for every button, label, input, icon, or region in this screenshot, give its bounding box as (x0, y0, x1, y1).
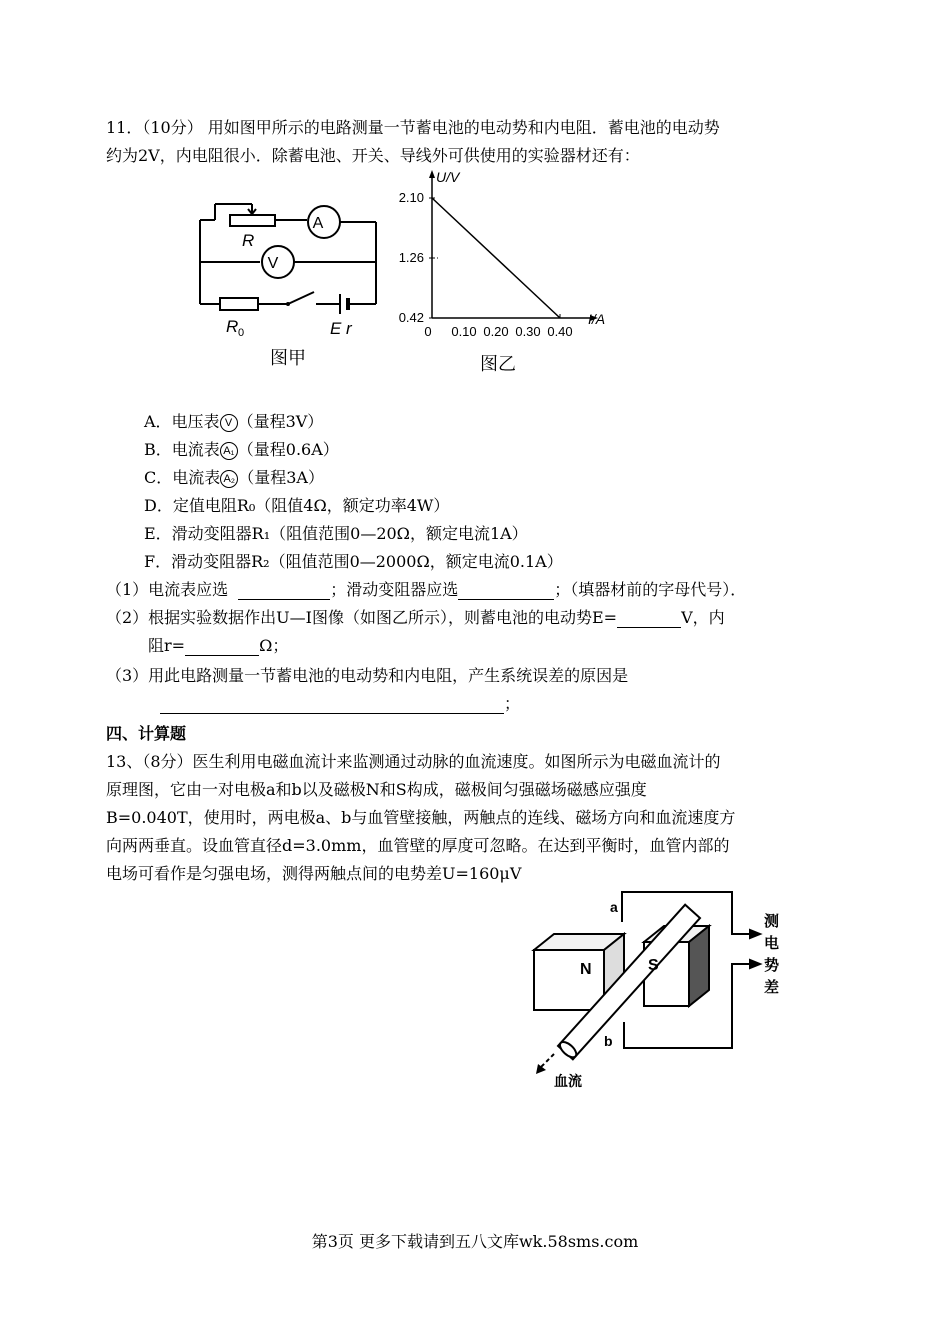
option-f: F．滑动变阻器R₂（阻值范围0—2000Ω，额定电流0.1A） (144, 552, 563, 571)
fig-b-caption: 图乙 (480, 354, 516, 375)
q13-line3: B=0.040T，使用时，两电极a、b与血管壁接触，两触点的连线、磁场方向和血流速度方 (106, 808, 736, 827)
answer-blank-rheostat[interactable] (458, 583, 554, 600)
x-tick-label: 0 (424, 324, 432, 339)
label-measure-2: 电 (764, 935, 780, 952)
answer-blank-resistance[interactable] (185, 639, 259, 656)
label-blood-flow: 血流 (554, 1073, 582, 1089)
q13-line4: 向两两垂直。设血管直径d=3.0mm，血管壁的厚度可忽略。在达到平衡时，血管内部的 (106, 836, 730, 855)
ammeter-a2-symbol-icon: A₂ (220, 470, 238, 488)
sub-question-3-answer: ； (160, 694, 520, 714)
rheostat-r (230, 215, 275, 226)
ammeter-label: A (312, 215, 324, 232)
section-heading: 四、计算题 (106, 724, 187, 743)
x-tick-label: 0.30 (515, 324, 541, 339)
option-e: E．滑动变阻器R₁（阻值范围0—20Ω，额定电流1A） (144, 524, 528, 543)
option-b: B．电流表 A₁ （量程0.6A） (144, 440, 339, 459)
label-electrode-b: b (604, 1033, 613, 1049)
page-footer: 第3页 更多下载请到五八文库wk.58sms.com (311, 1232, 639, 1251)
flowmeter-diagram (524, 882, 794, 1094)
sub-question-2-cont: 阻r= Ω； (148, 636, 289, 655)
sub-question-2: （2）根据实验数据作出U—I图像（如图乙所示），则蓄电池的电动势E= V，内 (106, 608, 725, 627)
label-r0-sub: 0 (238, 327, 245, 339)
sub-question-1: （1）电流表应选 ；滑动变阻器应选 ；（填器材前的字母代号）． (106, 580, 747, 599)
resistor-r0 (220, 298, 258, 310)
answer-blank-ammeter[interactable] (238, 583, 330, 600)
ui-chart (388, 166, 618, 380)
y-axis-label: U/V (436, 169, 460, 185)
q13-line5: 电场可看作是匀强电场，测得两触点间的电势差U=160μV (106, 864, 522, 883)
label-battery: E r (330, 319, 352, 338)
q11-line2: 约为2V，内电阻很小．除蓄电池、开关、导线外可供使用的实验器材还有： (106, 146, 640, 165)
voltmeter-symbol-icon: V (220, 414, 238, 432)
x-tick-label: 0.40 (547, 324, 573, 339)
y-tick-label: 2.10 (398, 190, 424, 205)
label-r0: R (226, 317, 239, 336)
magnet-n (534, 950, 604, 1010)
circuit-diagram (190, 186, 390, 376)
q13-line2: 原理图，它由一对电极a和b以及磁极N和S构成，磁极间匀强磁场磁感应强度 (106, 780, 647, 799)
y-tick-label: 0.42 (398, 310, 424, 325)
label-measure-1: 测 (764, 913, 780, 930)
ammeter-a1-symbol-icon: A₁ (220, 442, 238, 460)
voltmeter-label: V (267, 255, 279, 272)
x-tick-label: 0.20 (483, 324, 509, 339)
q13-line1: 13、（8分）医生利用电磁血流计来监测通过动脉的血流速度。如图所示为电磁血流计的 (106, 752, 721, 771)
option-a: A．电压表 V （量程3V） (144, 412, 324, 431)
label-n: N (580, 961, 592, 978)
sub-question-3: （3）用此电路测量一节蓄电池的电动势和内电阻，产生系统误差的原因是 (106, 666, 629, 685)
q11-line1: 11．（10分） 用如图甲所示的电路测量一节蓄电池的电动势和内电阻．蓄电池的电动势 (106, 118, 720, 137)
label-measure-4: 差 (764, 979, 780, 996)
switch (288, 292, 314, 304)
fig-a-caption: 图甲 (270, 348, 306, 369)
answer-blank-emf[interactable] (617, 611, 681, 628)
label-electrode-a: a (610, 899, 618, 915)
label-r: R (242, 231, 255, 250)
x-tick-label: 0.10 (451, 324, 477, 339)
answer-blank-error-cause[interactable] (160, 697, 504, 714)
y-tick-label: 1.26 (398, 250, 424, 265)
label-s: S (648, 957, 659, 974)
x-axis-label: I/A (588, 311, 606, 327)
label-measure-3: 势 (764, 957, 780, 974)
option-d: D．定值电阻R₀（阻值4Ω，额定功率4W） (144, 496, 450, 515)
y-axis-arrow (429, 170, 435, 178)
option-c: C．电流表 A₂ （量程3A） (144, 468, 324, 487)
series-line (432, 198, 560, 318)
